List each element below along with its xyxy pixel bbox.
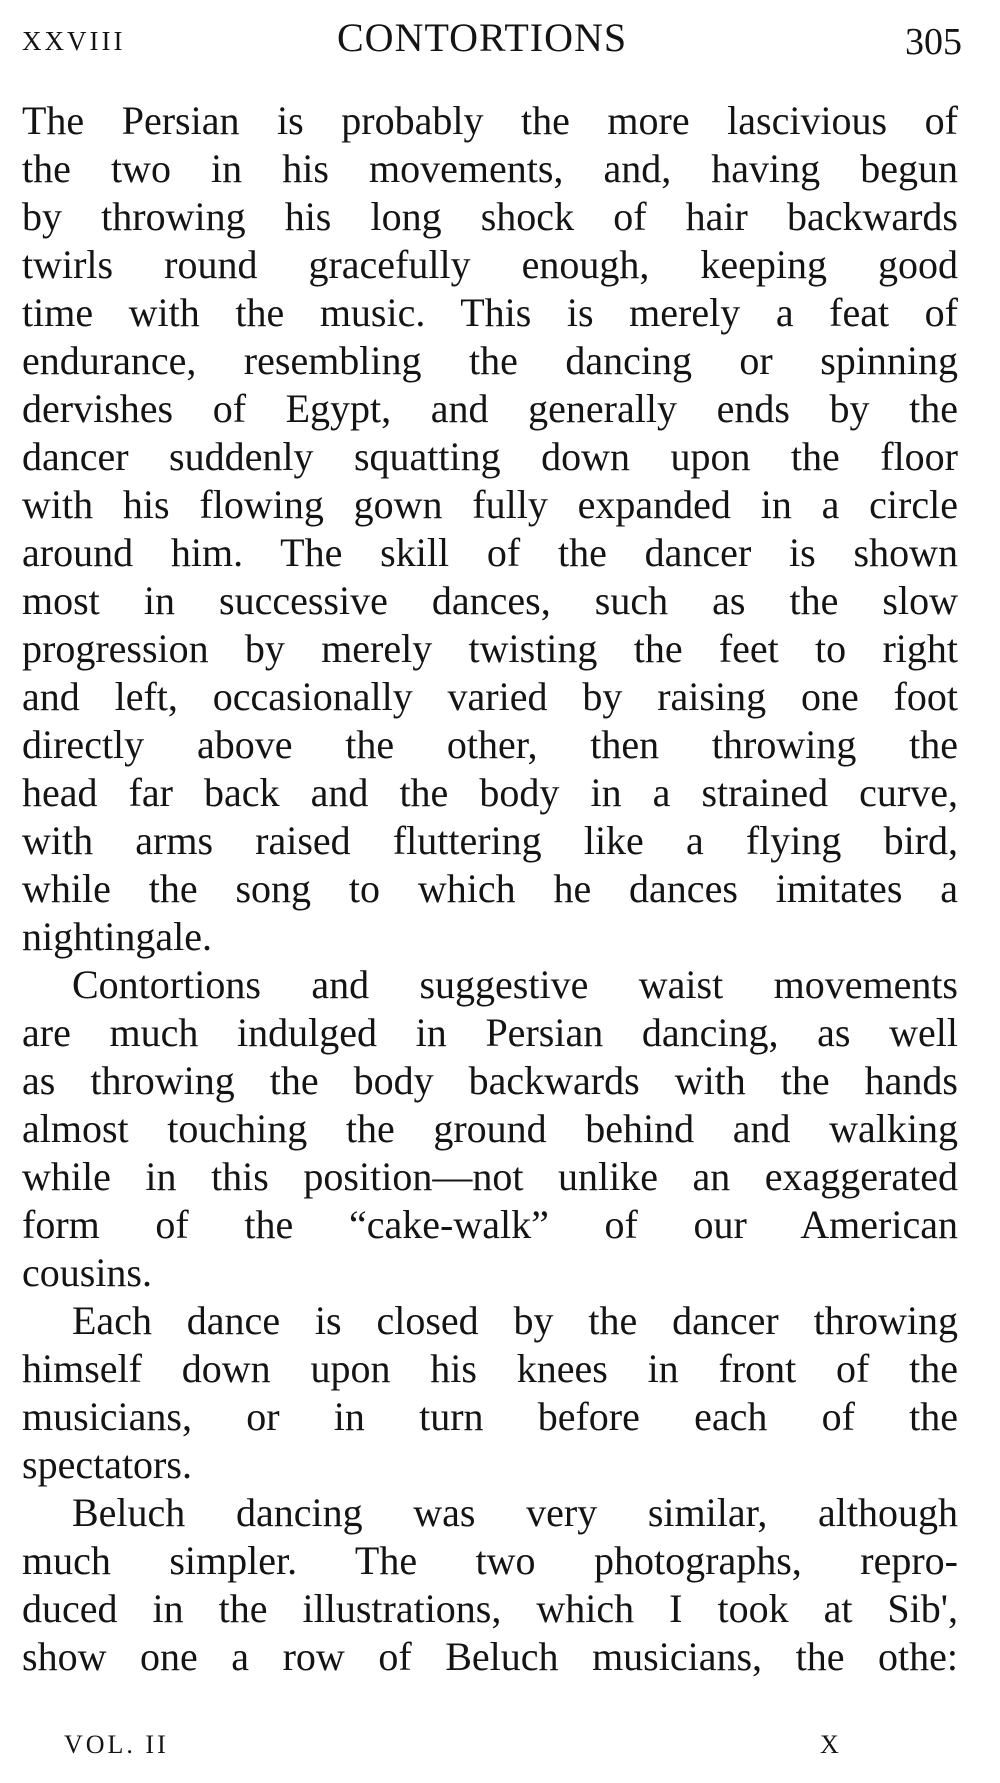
text-line: Beluch dancing was very similar, although <box>72 1490 958 1535</box>
text-line: spectators. <box>22 1442 192 1487</box>
text-line: cousins. <box>22 1250 152 1295</box>
page-number: 305 <box>905 21 962 63</box>
text-line: and left, occasionally varied by raising one foot <box>22 674 958 719</box>
text-line: directly above the other, then throwing the <box>22 722 958 767</box>
text-line: are much indulged in Persian dancing, as well <box>22 1010 958 1055</box>
text-line: dervishes of Egypt, and generally ends by the <box>22 386 958 431</box>
text-line: with his flowing gown fully expanded in a circle <box>22 482 958 527</box>
text-line: musicians, or in turn before each of the <box>22 1394 958 1439</box>
text-line: with arms raised fluttering like a flying bird, <box>22 818 958 863</box>
running-head <box>22 12 962 62</box>
paragraph <box>22 1489 958 1681</box>
text-line: himself down upon his knees in front of the <box>22 1346 958 1391</box>
text-line: nightingale. <box>22 914 212 959</box>
volume-label: VOL. II <box>64 1730 169 1759</box>
text-line: while the song to which he dances imitates a <box>22 866 958 911</box>
text-line: by throwing his long shock of hair backwards <box>22 194 958 239</box>
body-text <box>22 97 958 1681</box>
text-line: endurance, resembling the dancing or spinning <box>22 338 958 383</box>
text-line: Contortions and suggestive waist movements <box>72 962 958 1007</box>
text-line: as throwing the body backwards with the hands <box>22 1058 958 1103</box>
paragraph <box>22 1297 958 1489</box>
running-title: CONTORTIONS <box>337 15 628 60</box>
paragraph <box>22 97 958 961</box>
text-line: the two in his movements, and, having begun <box>22 146 958 191</box>
text-line: show one a row of Beluch musicians, the othe: <box>22 1634 958 1679</box>
text-line: around him. The skill of the dancer is shown <box>22 530 958 575</box>
text-line: The Persian is probably the more lascivious of <box>22 98 958 143</box>
text-line: most in successive dances, such as the slow <box>22 578 958 623</box>
chapter-number: XXVIII <box>22 26 126 56</box>
text-line: head far back and the body in a strained curve, <box>22 770 958 815</box>
page-footer <box>22 1730 962 1770</box>
text-line: duced in the illustrations, which I took at Sib', <box>22 1586 958 1631</box>
text-line: progression by merely twisting the feet to right <box>22 626 958 671</box>
text-line: time with the music. This is merely a feat of <box>22 290 958 335</box>
signature-mark: X <box>820 1730 841 1759</box>
text-line: much simpler. The two photographs, repro- <box>22 1538 958 1583</box>
text-line: twirls round gracefully enough, keeping good <box>22 242 958 287</box>
text-line: almost touching the ground behind and walking <box>22 1106 958 1151</box>
text-line: form of the “cake-walk” of our American <box>22 1202 958 1247</box>
text-line: dancer suddenly squatting down upon the floor <box>22 434 958 479</box>
text-line: while in this position—not unlike an exaggerated <box>22 1154 958 1199</box>
paragraph <box>22 961 958 1297</box>
text-line: Each dance is closed by the dancer throwing <box>72 1298 958 1343</box>
